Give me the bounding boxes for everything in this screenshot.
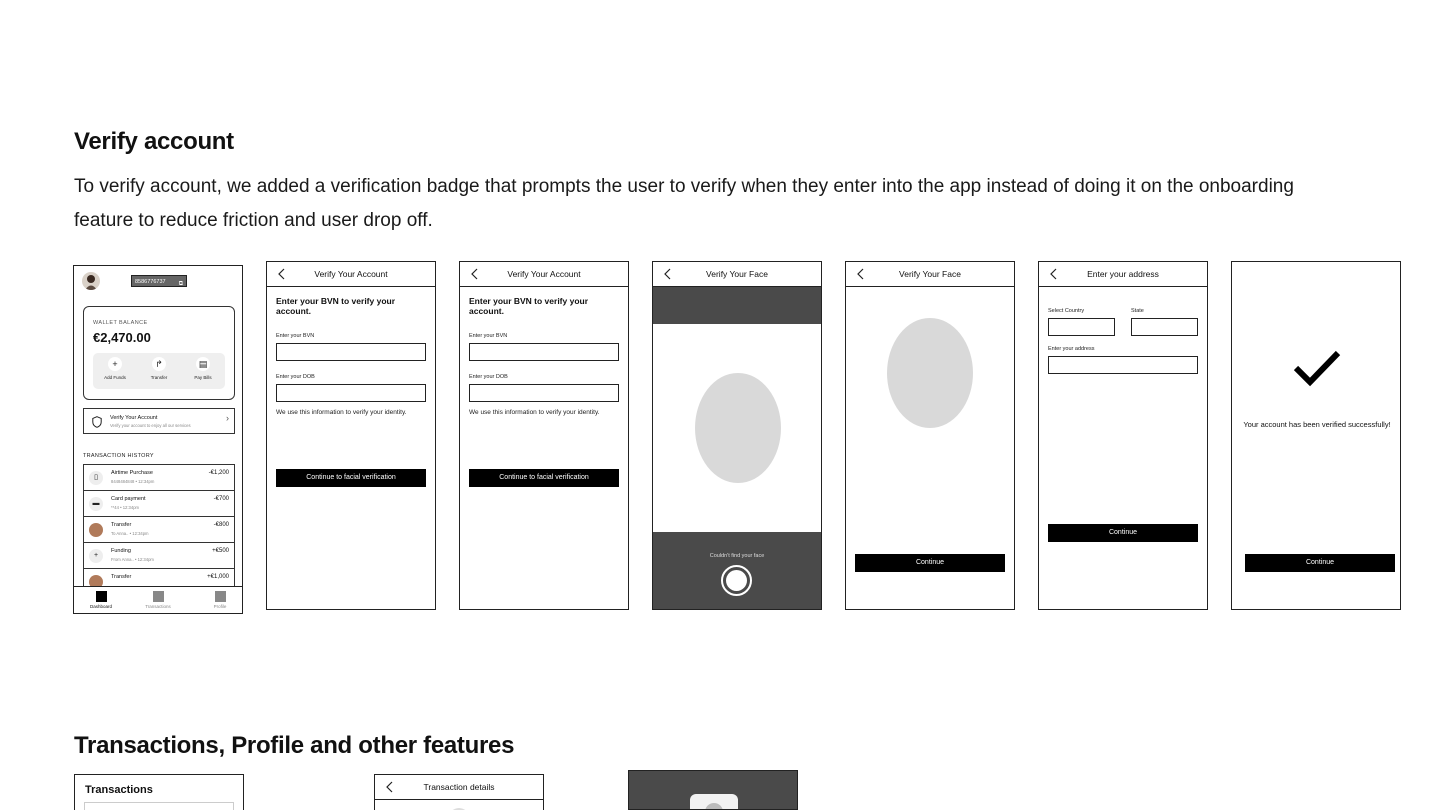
face-not-found-message: Couldn't find your face	[709, 553, 765, 559]
add-funds-button[interactable]	[93, 357, 137, 380]
info-note: We use this information to verify your identity.	[276, 409, 407, 416]
screen-title: Transaction details	[423, 782, 495, 792]
transaction-amount: +€1,000	[207, 574, 229, 580]
transaction-amount: -€800	[213, 522, 229, 528]
copy-icon[interactable]: ⧉	[178, 281, 183, 287]
screen-header	[1039, 262, 1207, 287]
tab-label: Dashboard	[89, 604, 112, 609]
section-title-transactions-profile: Transactions, Profile and other features	[74, 732, 515, 759]
country-label: Select Country	[1048, 308, 1085, 314]
tab-label: Profile	[213, 604, 227, 609]
dashboard-icon	[96, 591, 107, 602]
transaction-detail: To Anna.. • 12:34pm	[111, 531, 149, 536]
continue-button[interactable]: Continue	[1245, 554, 1395, 572]
shutter-button[interactable]	[721, 565, 752, 596]
tab-dashboard[interactable]	[76, 591, 126, 609]
address-screen	[1038, 261, 1208, 610]
screen-title: Verify Your Account	[507, 269, 581, 279]
shield-icon	[92, 416, 102, 428]
account-number: 8586776737	[135, 279, 166, 285]
transaction-amount: -€1,200	[208, 470, 229, 476]
card-icon: ▬	[89, 497, 103, 511]
verify-account-screen-1	[266, 261, 436, 610]
profile-screen-preview	[628, 770, 798, 810]
tab-transactions[interactable]	[133, 591, 183, 609]
continue-facial-button[interactable]: Continue to facial verification	[469, 469, 619, 487]
bvn-input[interactable]	[276, 343, 426, 361]
dashboard-screen	[73, 265, 243, 614]
checkmark-icon	[1293, 348, 1341, 388]
verification-success-screen	[1231, 261, 1401, 610]
state-label: State	[1131, 308, 1144, 314]
tab-profile[interactable]	[195, 591, 243, 609]
camera-overlay-bottom	[653, 532, 821, 610]
section-title-verify-account: Verify account	[74, 128, 234, 155]
screen-title: Enter your address	[1087, 269, 1159, 279]
screen-header	[846, 262, 1014, 287]
screen-title: Verify Your Face	[899, 269, 961, 279]
screen-header	[375, 775, 543, 800]
profile-card	[690, 794, 738, 810]
country-select[interactable]	[1048, 318, 1115, 336]
transaction-name: Airtime Purchase	[111, 470, 153, 476]
transaction-name: Transfer	[111, 522, 132, 528]
verify-account-banner[interactable]	[83, 408, 235, 434]
camera-overlay-top	[653, 287, 821, 324]
transaction-row[interactable]	[83, 542, 235, 569]
avatar	[89, 523, 103, 537]
account-number-chip[interactable]	[131, 275, 187, 287]
transaction-amount: +€500	[212, 548, 229, 554]
avatar[interactable]	[82, 272, 100, 290]
transactions-icon	[153, 591, 164, 602]
transaction-row[interactable]	[83, 464, 235, 491]
info-note: We use this information to verify your identity.	[469, 409, 600, 416]
action-label: Transfer	[150, 375, 168, 380]
bvn-heading: Enter your BVN to verify your account.	[469, 296, 589, 316]
bvn-label: Enter your BVN	[469, 333, 508, 339]
screen-header	[653, 262, 821, 287]
continue-button[interactable]: Continue	[855, 554, 1005, 572]
verify-account-screen-2	[459, 261, 629, 610]
transfer-icon: ↱	[152, 357, 166, 371]
transaction-detail: **44 • 12:34pm	[111, 505, 140, 510]
section-description: To verify account, we added a verification badge that prompts the user to verify when they enter into the app instead of doing it on the onboarding feature to reduce friction and user drop off.	[74, 176, 1294, 231]
plus-icon: +	[89, 549, 103, 563]
bvn-heading: Enter your BVN to verify your account.	[276, 296, 396, 316]
verify-subtitle: Verify your account to enjoy all our services	[110, 423, 191, 428]
face-frame-oval	[695, 373, 781, 483]
transaction-history-label: TRANSACTION HISTORY	[83, 453, 154, 459]
dob-label: Enter your DOB	[276, 374, 315, 380]
phone-icon: ▯	[89, 471, 103, 485]
wallet-label: WALLET BALANCE	[93, 320, 148, 326]
action-label: Add Funds	[104, 375, 126, 380]
wallet-amount: €2,470.00	[93, 330, 151, 345]
chevron-right-icon: ›	[226, 413, 229, 423]
transaction-detail: 8448484848 • 12:34pm	[111, 479, 155, 484]
transaction-name: Card payment	[111, 496, 146, 502]
tab-bar	[74, 586, 242, 613]
screen-title: Transactions	[85, 784, 153, 796]
wallet-actions	[93, 353, 225, 389]
bvn-input[interactable]	[469, 343, 619, 361]
plus-icon: +	[108, 357, 122, 371]
face-preview-oval	[887, 318, 973, 428]
dob-input[interactable]	[469, 384, 619, 402]
continue-button[interactable]: Continue	[1048, 524, 1198, 542]
verify-title: Verify Your Account	[110, 415, 158, 421]
success-message: Your account has been verified successfully!	[1243, 420, 1391, 429]
tab-label: Transactions	[145, 604, 171, 609]
bill-icon: ▤	[196, 357, 210, 371]
profile-icon	[215, 591, 226, 602]
transaction-name: Funding	[111, 548, 131, 554]
transaction-list	[83, 464, 235, 594]
action-label: Pay Bills	[194, 375, 212, 380]
transaction-name: Transfer	[111, 574, 132, 580]
dob-input[interactable]	[276, 384, 426, 402]
transaction-amount: -€700	[213, 496, 229, 502]
transaction-details-screen-preview	[374, 774, 544, 810]
dob-label: Enter your DOB	[469, 374, 508, 380]
verify-face-camera-screen	[652, 261, 822, 610]
transactions-screen-preview	[74, 774, 244, 810]
screen-title: Verify Your Face	[706, 269, 768, 279]
transaction-detail: From Anna.. • 12:34pm	[111, 557, 154, 562]
screen-title: Verify Your Account	[314, 269, 388, 279]
pay-bills-button[interactable]	[181, 357, 225, 380]
state-select[interactable]	[1131, 318, 1198, 336]
list-item[interactable]	[84, 802, 234, 810]
transaction-row[interactable]	[83, 490, 235, 517]
transaction-row[interactable]	[83, 516, 235, 543]
bvn-label: Enter your BVN	[276, 333, 315, 339]
verify-face-result-screen	[845, 261, 1015, 610]
screen-header	[267, 262, 435, 287]
address-input[interactable]	[1048, 356, 1198, 374]
address-label: Enter your address	[1048, 346, 1095, 352]
wallet-card	[83, 306, 235, 400]
screen-header	[460, 262, 628, 287]
continue-facial-button[interactable]: Continue to facial verification	[276, 469, 426, 487]
transfer-button[interactable]	[137, 357, 181, 380]
